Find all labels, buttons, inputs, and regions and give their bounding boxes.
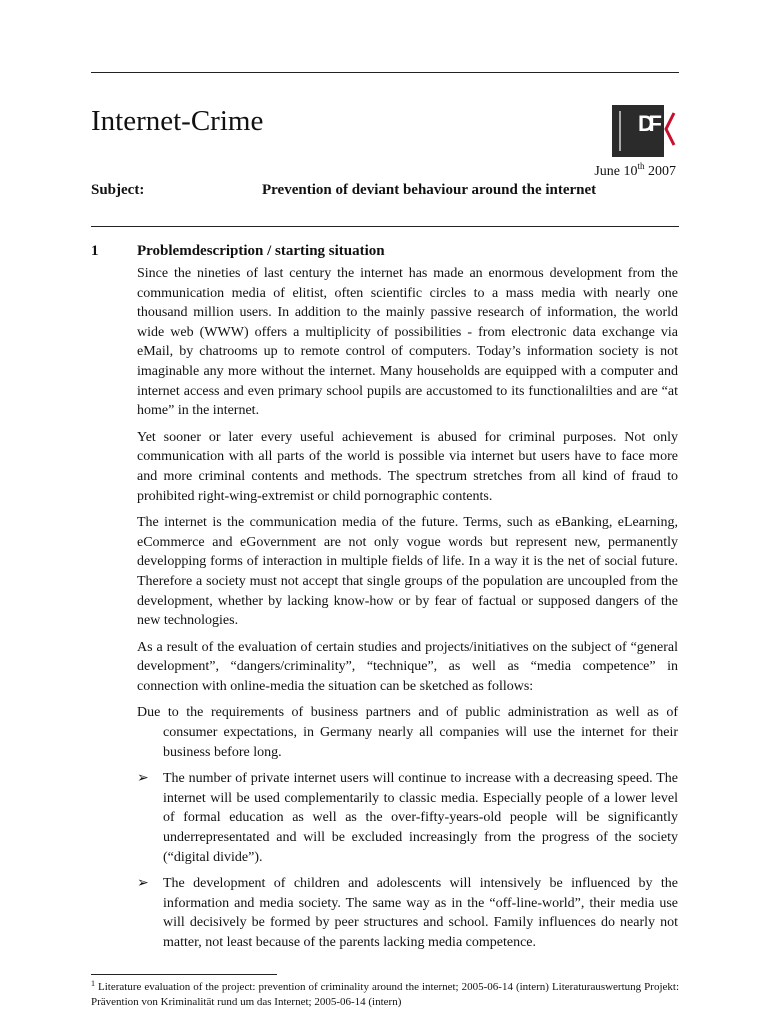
section-title: Problemdescription / starting situation	[137, 243, 385, 259]
svg-text:DF: DF	[638, 111, 662, 136]
section-body	[137, 264, 678, 960]
bullet-text: The development of children and adolescents will intensively be influenced by the information and media society. The same way as in the “off-line-world”, their media use will decisively be formed by peer structures and school. Family influences do nearly not matter, not least because of the parents lacking media competence.	[163, 876, 678, 950]
paragraph: Since the nineties of last century the internet has made an enormous development from the communication media of elitist, often scientific circles to a mass media with nearly one thousand million users. In addition to the mainly passive research of information, the world wide web (WWW) offers a multiplicity of possibilities - from electronic data exchange via eMail, by chatrooms up to remote control of computers. Today’s information society is not imaginable any more without the internet. Many households are equipped with a computer and internet access and even primary school pupils are accustomed to its functionalilties and are “at home” in the internet.	[137, 266, 678, 419]
dfk-logo	[612, 105, 678, 157]
document-title: Internet-Crime	[91, 105, 264, 137]
date-suffix: th	[637, 161, 645, 171]
bullet-item	[137, 874, 678, 952]
footnote	[91, 980, 679, 1010]
date-year: 2007	[644, 164, 676, 179]
footnote-number: 1	[91, 979, 95, 988]
bullet-text: The number of private internet users will continue to increase with a decreasing speed. The internet will be used complementarily to classic media. Especially people of a lower level of formal education as well as the over-fifty-years-old people will be significantly underrepresentated and will be excluded increasingly from the progress of the society (“digital divide”).	[163, 771, 678, 865]
paragraph: As a result of the evaluation of certain studies and projects/initiatives on the subject of “general development”, “dangers/criminality”, “technique”, as well as “media competence” in connection with online-media the situation can be sketched as follows:	[137, 639, 678, 694]
bullet-item	[137, 769, 678, 867]
footnote-text: Literature evaluation of the project: prevention of criminality around the internet; 2005-06-14 (intern) Literaturauswertung Projekt: Prävention von Kriminalität rund um das Internet; 2005-06-14 (intern)	[91, 981, 679, 1008]
document-date	[594, 163, 676, 181]
arrow-bullet-icon: ➢	[137, 876, 149, 892]
paragraph: The internet is the communication media of the future. Terms, such as eBanking, eLearning, eCommerce and eGovernment are not only vogue words but represent new, permanently developping forms of interaction in multiple fields of life. In a way it is the net of social future. Therefore a society must not accept that single groups of the population are uncoupled from the development, whether by lacking know-how or by fear of factual or supposed dangers of the new technologies.	[137, 515, 678, 629]
section-number: 1	[91, 243, 99, 259]
arrow-bullet-icon: ➢	[137, 771, 149, 787]
footnote-rule	[91, 974, 277, 975]
date-day: June 10	[594, 164, 638, 179]
top-rule	[91, 72, 679, 73]
subject-text: Prevention of deviant behaviour around the internet	[262, 182, 597, 198]
subject-label: Subject:	[91, 182, 145, 198]
paragraph: Yet sooner or later every useful achievement is abused for criminal purposes. Not only communication with all parts of the world is possible via internet but users have to face more and more criminal contents and methods. The spectrum stretches from all kind of fraud to prohibited right-wing-extremist or child pornographic contents.	[137, 429, 678, 504]
header-rule	[91, 226, 679, 227]
hanging-paragraph: Due to the requirements of business partners and of public administration as well as of consumer expectations, in Germany nearly all companies will use the internet for their business before long.	[137, 705, 678, 760]
